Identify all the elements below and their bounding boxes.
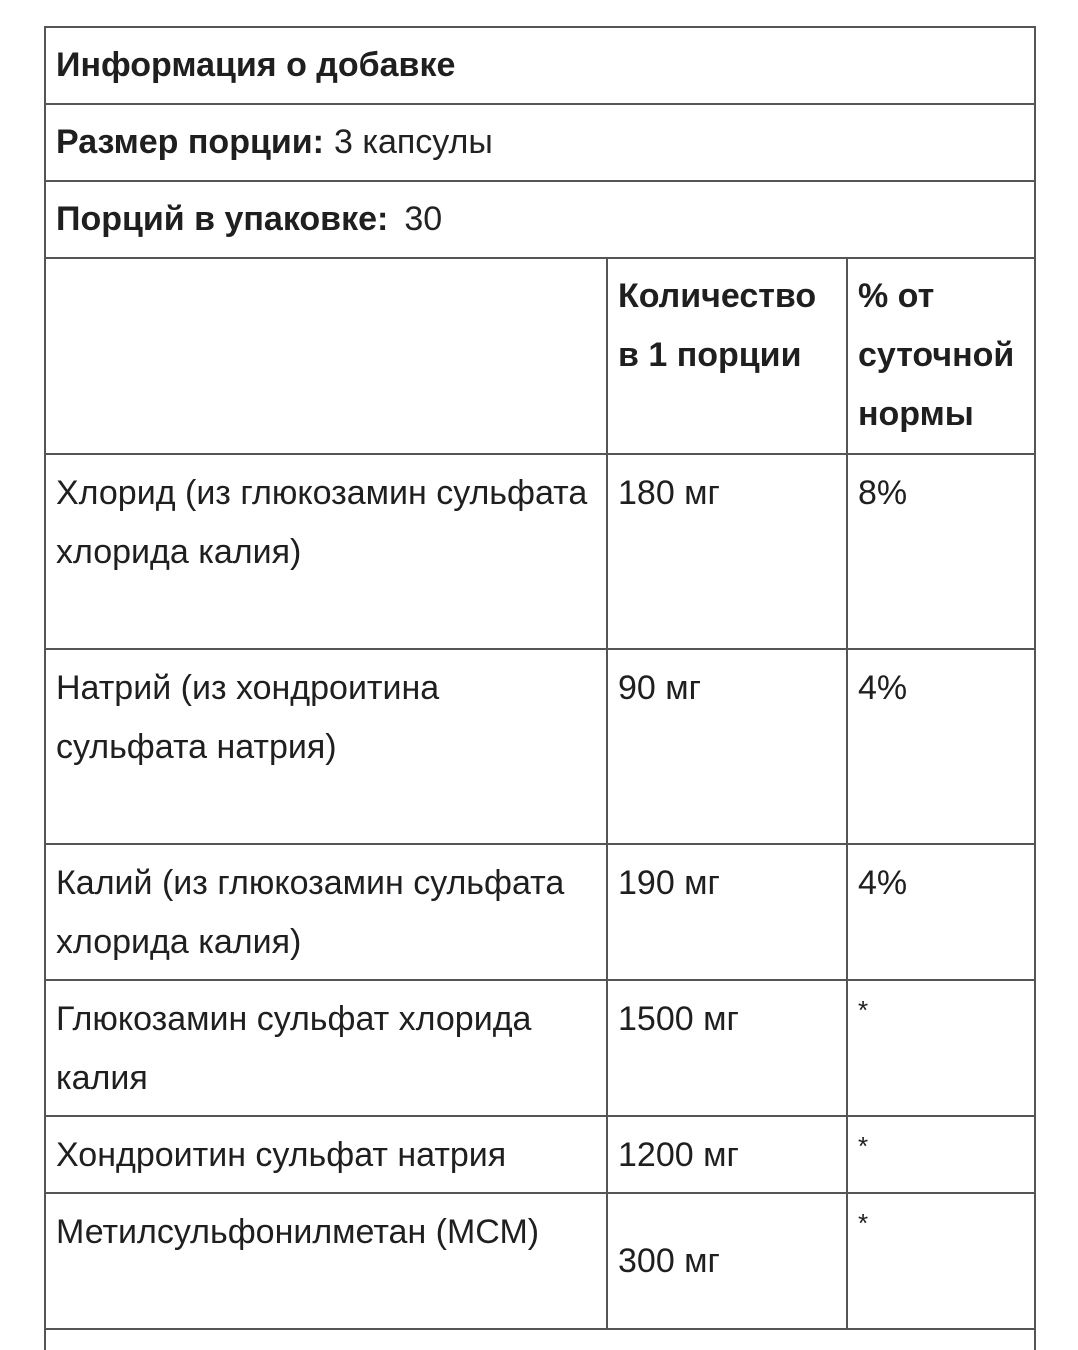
nutrient-daily-value: * [847,1116,1034,1193]
nutrient-daily-value: 4% [847,649,1034,844]
serving-size-row [46,105,1034,182]
servings-per-container-value: 30 [404,200,443,238]
servings-per-container-label: Порций в упаковке: [56,200,389,238]
table-row [46,980,1034,1116]
nutrient-table [46,259,1034,1330]
nutrient-amount: 1200 мг [607,1116,847,1193]
table-row [46,844,1034,980]
nutrient-amount: 180 мг [607,454,847,649]
table-row [46,649,1034,844]
header-amount: Количество в 1 порции [607,259,847,454]
supplement-facts-panel [44,26,1036,1350]
supplement-facts-title [46,28,1034,105]
nutrient-amount: 1500 мг [607,980,847,1116]
nutrient-name: Натрий (из хондроитина сульфата натрия) [46,649,607,844]
nutrient-amount: 90 мг [607,649,847,844]
nutrient-name: Хондроитин сульфат натрия [46,1116,607,1193]
title-text: Информация о добавке [56,46,456,84]
nutrient-amount: 300 мг [607,1193,847,1329]
table-row [46,1193,1034,1329]
serving-size-value: 3 капсулы [333,123,493,161]
servings-per-container-row [46,182,1034,259]
table-header-row [46,259,1034,454]
nutrient-amount: 190 мг [607,844,847,980]
nutrient-daily-value: * [847,980,1034,1116]
header-name-cell [46,259,607,454]
nutrient-daily-value: 8% [847,454,1034,649]
nutrient-name: Глюкозамин сульфат хлорида калия [46,980,607,1116]
nutrient-daily-value: 4% [847,844,1034,980]
serving-size-label: Размер порции: [56,123,324,161]
table-continuation [46,1330,1034,1350]
nutrient-name: Калий (из глюкозамин сульфата хлорида калия) [46,844,607,980]
nutrient-daily-value: * [847,1193,1034,1329]
table-row [46,1116,1034,1193]
nutrient-name: Хлорид (из глюкозамин сульфата хлорида калия) [46,454,607,649]
table-row [46,454,1034,649]
nutrient-name: Метилсульфонилметан (МСМ) [46,1193,607,1329]
header-daily-value: % от суточной нормы [847,259,1034,454]
